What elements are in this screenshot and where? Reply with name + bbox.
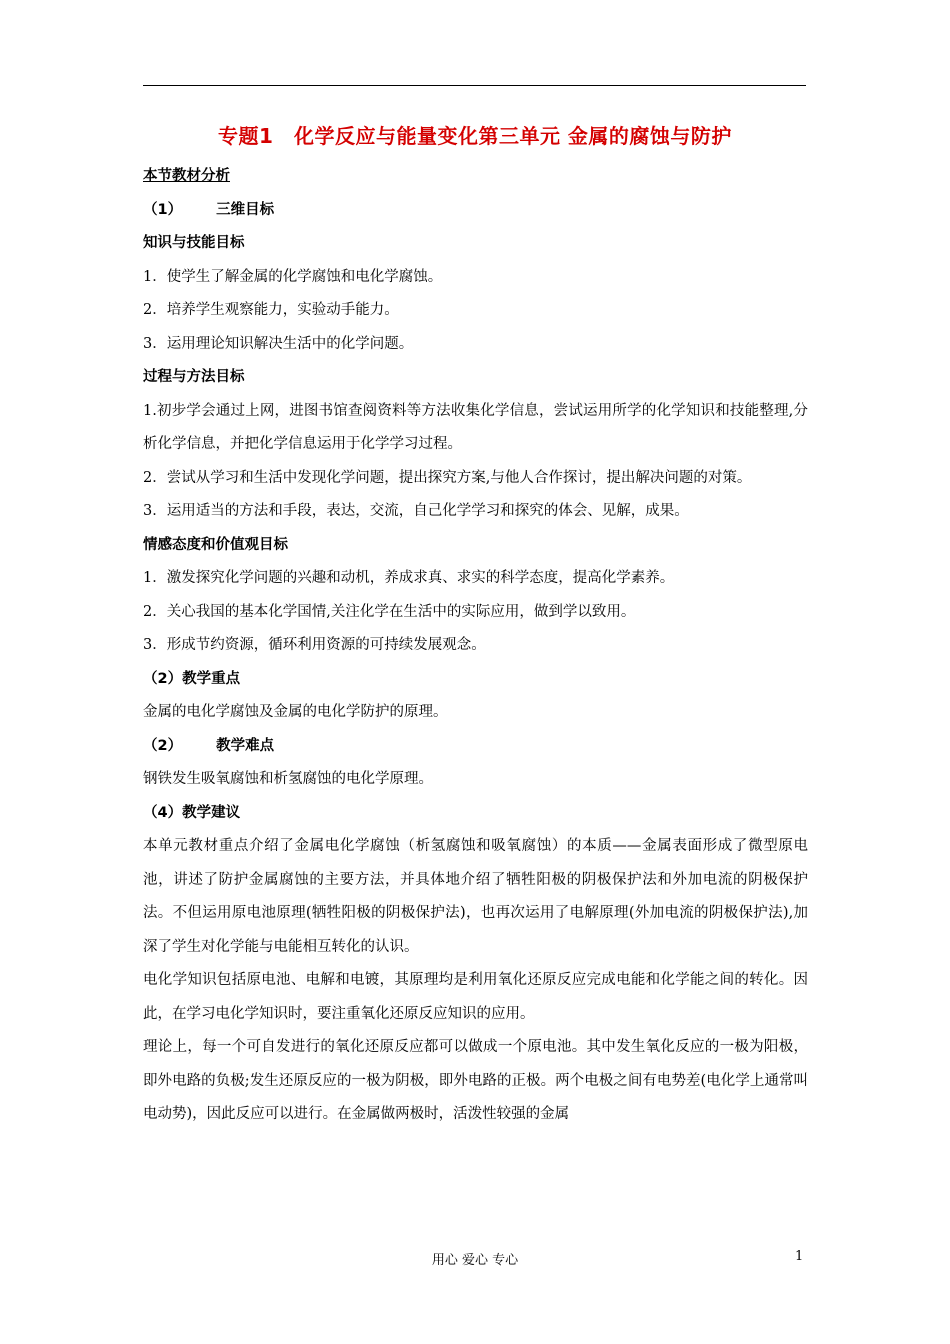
process-heading: 过程与方法目标: [143, 369, 245, 385]
difficulty-text: 钢铁发生吸氧腐蚀和析氢腐蚀的电化学原理。: [143, 771, 433, 787]
list-item: 3．运用适当的方法和手段，表达，交流，自己化学学习和探究的体会、见解，成果。: [143, 503, 689, 519]
page-title: 专题1 化学反应与能量变化第三单元 金属的腐蚀与防护: [218, 124, 732, 148]
list-item: 3．形成节约资源，循环利用资源的可持续发展观念。: [143, 637, 486, 653]
subsection-heading-goals: [143, 194, 808, 228]
key-points-heading: （2）教学重点: [143, 670, 241, 687]
section-heading: 本节教材分析: [143, 168, 230, 184]
header-rule: [143, 85, 806, 86]
list-item: 3．运用理论知识解决生活中的化学问题。: [143, 335, 414, 352]
paragraph: 理论上，每一个可自发进行的氧化还原反应都可以做成一个原电池。其中发生氧化反应的一极为阳极，即外电路的负极;发生还原反应的一极为阴极，即外电路的正极。两个电极之间有电势差(电化学上通常叫电动势)，因此反应可以进行。在金属做两极时，活泼性较强的金属: [143, 1039, 808, 1122]
difficulty-heading: [143, 730, 808, 764]
list-item: 2．关心我国的基本化学国情,关注化学在生活中的实际应用，做到学以致用。: [143, 603, 636, 620]
list-item: 1．激发探究化学问题的兴趣和动机，养成求真、求实的科学态度，提高化学素养。: [143, 570, 675, 586]
subsection-number: （1）: [143, 201, 183, 218]
paragraph: 电化学知识包括原电池、电解和电镀，其原理均是利用氧化还原反应完成电能和化学能之间的转化。因此，在学习电化学知识时，要注重氧化还原反应知识的应用。: [143, 972, 808, 1022]
subsection-label: 教学难点: [216, 737, 275, 754]
subsection-label: 三维目标: [216, 201, 275, 218]
footer-slogan: 用心 爱心 专心: [431, 1253, 519, 1268]
emotion-heading: 情感态度和价值观目标: [143, 536, 288, 553]
key-points-text: 金属的电化学腐蚀及金属的电化学防护的原理。: [143, 704, 448, 720]
list-item: 1．使学生了解金属的化学腐蚀和电化学腐蚀。: [143, 268, 443, 285]
document-body: [143, 160, 808, 1132]
suggestion-heading: （4）教学建议: [143, 804, 241, 821]
page-number: 1: [795, 1249, 804, 1264]
list-item: 2．尝试从学习和生活中发现化学问题，提出探究方案,与他人合作探讨，提出解决问题的对策。: [143, 469, 752, 486]
paragraph: 本单元教材重点介绍了金属电化学腐蚀（析氢腐蚀和吸氧腐蚀）的本质——金属表面形成了微型原电池，讲述了防护金属腐蚀的主要方法，并具体地介绍了牺牲阳极的阴极保护法和外加电流的阴极保护法。不但运用原电池原理(牺牲阳极的阴极保护法)，也再次运用了电解原理(外加电流的阴极保护法),加深了学生对化学能与电能相互转化的认识。: [143, 838, 808, 955]
list-item: 2．培养学生观察能力，实验动手能力。: [143, 302, 399, 318]
knowledge-heading: 知识与技能目标: [143, 235, 245, 251]
subsection-number: （2）: [143, 737, 183, 754]
list-item: 1.初步学会通过上网，进图书馆查阅资料等方法收集化学信息，尝试运用所学的化学知识和技能整理,分析化学信息，并把化学信息运用于化学学习过程。: [143, 402, 808, 452]
